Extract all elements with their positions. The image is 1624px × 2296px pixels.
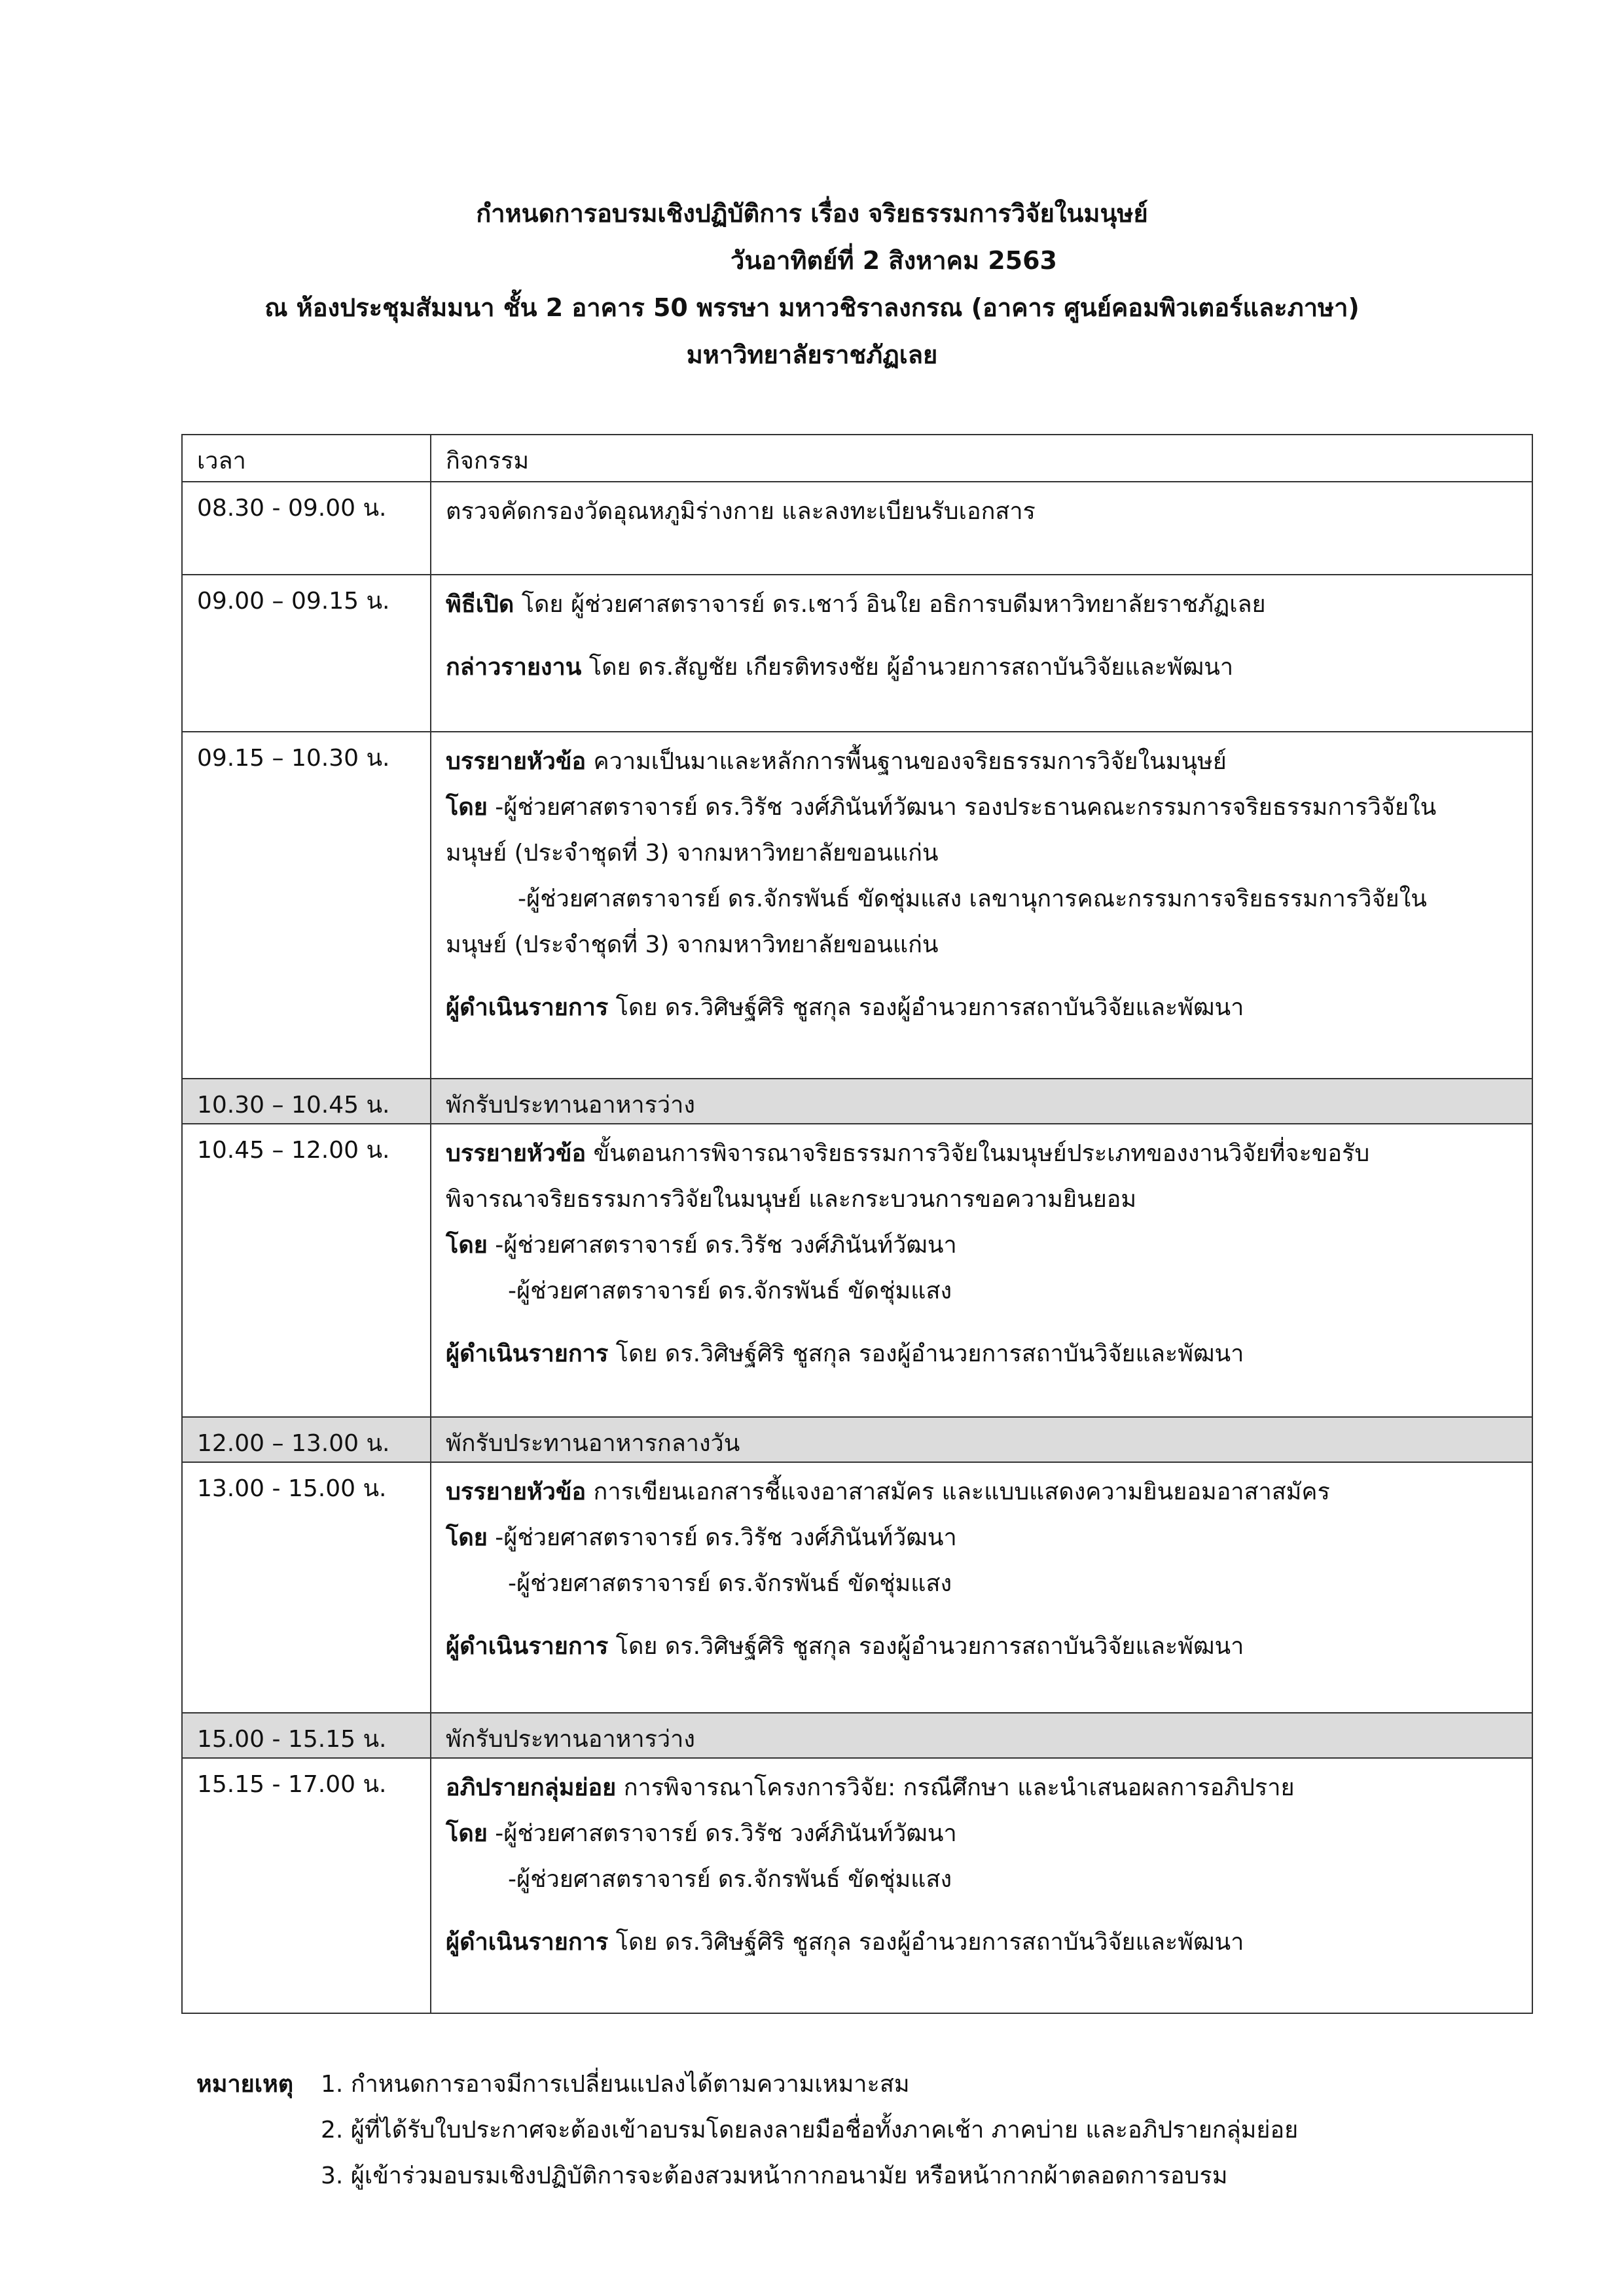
row-time: 10.45 – 12.00 น.: [182, 1124, 431, 1417]
note-item: 2. ผู้ที่ได้รับใบประกาศจะต้องเข้าอบรมโดยลงลายมือชื่อทั้งภาคเช้า ภาคบ่าย และอภิปรายกลุ่มย่อย: [321, 2117, 1299, 2144]
by-label: โดย: [446, 1820, 488, 1847]
moderator-label: ผู้ดำเนินรายการ: [446, 994, 609, 1021]
row-activity: พักรับประทานอาหารกลางวัน: [431, 1417, 1532, 1462]
by-label: โดย: [446, 794, 488, 821]
row-time: 09.15 – 10.30 น.: [182, 732, 431, 1079]
activity-label: กล่าวรายงาน: [446, 654, 582, 681]
table-header-row: [182, 435, 1532, 482]
row-time: 15.15 - 17.00 น.: [182, 1758, 431, 2013]
activity-label: พิธีเปิด: [446, 591, 514, 618]
row-time: 15.00 - 15.15 น.: [182, 1713, 431, 1758]
header-title: กำหนดการอบรมเชิงปฏิบัติการ เรื่อง จริยธรรมการวิจัยในมนุษย์: [476, 199, 1148, 228]
row-activity: พักรับประทานอาหารว่าง: [431, 1713, 1532, 1758]
notes-section: [196, 2062, 1298, 2199]
row-activity: พักรับประทานอาหารว่าง: [431, 1079, 1532, 1124]
table-row-break: [182, 1713, 1532, 1758]
header-venue: ณ ห้องประชุมสัมมนา ชั้น 2 อาคาร 50 พรรษา มหาวชิราลงกรณ (อาคาร ศูนย์คอมพิวเตอร์และภาษา): [264, 293, 1360, 322]
column-header-time: เวลา: [182, 435, 431, 482]
row-time: 12.00 – 13.00 น.: [182, 1417, 431, 1462]
header-date: วันอาทิตย์ที่ 2 สิงหาคม 2563: [730, 246, 1057, 275]
row-activity: ตรวจคัดกรองวัดอุณหภูมิร่างกาย และลงทะเบียนรับเอกสาร: [431, 482, 1532, 575]
activity-label: บรรยายหัวข้อ: [446, 1140, 586, 1167]
row-time: 08.30 - 09.00 น.: [182, 482, 431, 575]
row-activity: บรรยายหัวข้อ ขั้นตอนการพิจารณาจริยธรรมการวิจัยในมนุษย์ประเภทของงานวิจัยที่จะขอรับ พิจารณาจริยธรรมการวิจัยในมนุษย์ และกระบวนการขอความยินยอม โดย -ผู้ช่วยศาสตราจารย์ ดร.วิรัช วงศ์ภินันท์วัฒนา -ผู้ช่วยศาสตราจารย์ ดร.จักรพันธ์ ขัดชุ่มแสง ผู้ดำเนินรายการ โดย ดร.วิศิษฐ์ศิริ ชูสกุล รองผู้อำนวยการสถาบันวิจัยและพัฒนา: [431, 1124, 1532, 1417]
document-header: [0, 190, 1624, 378]
table-row: [182, 1124, 1532, 1417]
column-header-activity: กิจกรรม: [431, 435, 1532, 482]
table-row: [182, 1758, 1532, 2013]
note-item: 3. ผู้เข้าร่วมอบรมเชิงปฏิบัติการจะต้องสวมหน้ากากอนามัย หรือหน้ากากผ้าตลอดการอบรม: [321, 2162, 1228, 2189]
row-time: 10.30 – 10.45 น.: [182, 1079, 431, 1124]
by-label: โดย: [446, 1524, 488, 1551]
moderator-label: ผู้ดำเนินรายการ: [446, 1633, 609, 1660]
table-row-break: [182, 1079, 1532, 1124]
row-time: 09.00 – 09.15 น.: [182, 575, 431, 732]
moderator-label: ผู้ดำเนินรายการ: [446, 1340, 609, 1367]
activity-label: อภิปรายกลุ่มย่อย: [446, 1774, 617, 1801]
table-row-break: [182, 1417, 1532, 1462]
row-activity: บรรยายหัวข้อ ความเป็นมาและหลักการพื้นฐานของจริยธรรมการวิจัยในมนุษย์ โดย -ผู้ช่วยศาสตราจารย์ ดร.วิรัช วงศ์ภินันท์วัฒนา รองประธานคณะกรรมการจริยธรรมการวิจัยใน มนุษย์ (ประจำชุดที่ 3) จากมหาวิทยาลัยขอนแก่น -ผู้ช่วยศาสตราจารย์ ดร.จักรพันธ์ ขัดชุ่มแสง เลขานุการคณะกรรมการจริยธรรมการวิจัยใน มนุษย์ (ประจำชุดที่ 3) จากมหาวิทยาลัยขอนแก่น ผู้ดำเนินรายการ โดย ดร.วิศิษฐ์ศิริ ชูสกุล รองผู้อำนวยการสถาบันวิจัยและพัฒนา: [431, 732, 1532, 1079]
activity-label: บรรยายหัวข้อ: [446, 1479, 586, 1505]
table-row: [182, 732, 1532, 1079]
table-row: [182, 482, 1532, 575]
schedule-table: [181, 434, 1533, 2014]
row-activity: อภิปรายกลุ่มย่อย การพิจารณาโครงการวิจัย: กรณีศึกษา และนำเสนอผลการอภิปราย โดย -ผู้ช่วยศาสตราจารย์ ดร.วิรัช วงศ์ภินันท์วัฒนา -ผู้ช่วยศาสตราจารย์ ดร.จักรพันธ์ ขัดชุ่มแสง ผู้ดำเนินรายการ โดย ดร.วิศิษฐ์ศิริ ชูสกุล รองผู้อำนวยการสถาบันวิจัยและพัฒนา: [431, 1758, 1532, 2013]
activity-label: บรรยายหัวข้อ: [446, 748, 586, 775]
row-activity: บรรยายหัวข้อ การเขียนเอกสารชี้แจงอาสาสมัคร และแบบแสดงความยินยอมอาสาสมัคร โดย -ผู้ช่วยศาสตราจารย์ ดร.วิรัช วงศ์ภินันท์วัฒนา -ผู้ช่วยศาสตราจารย์ ดร.จักรพันธ์ ขัดชุ่มแสง ผู้ดำเนินรายการ โดย ดร.วิศิษฐ์ศิริ ชูสกุล รองผู้อำนวยการสถาบันวิจัยและพัฒนา: [431, 1462, 1532, 1713]
header-university: มหาวิทยาลัยราชภัฏเลย: [686, 340, 938, 369]
row-activity: พิธีเปิด โดย ผู้ช่วยศาสตราจารย์ ดร.เชาว์ อินใย อธิการบดีมหาวิทยาลัยราชภัฏเลย กล่าวรายงาน โดย ดร.สัญชัย เกียรติทรงชัย ผู้อำนวยการสถาบันวิจัยและพัฒนา: [431, 575, 1532, 732]
table-row: [182, 575, 1532, 732]
moderator-label: ผู้ดำเนินรายการ: [446, 1929, 609, 1956]
by-label: โดย: [446, 1232, 488, 1259]
row-time: 13.00 - 15.00 น.: [182, 1462, 431, 1713]
table-row: [182, 1462, 1532, 1713]
note-item: 1. กำหนดการอาจมีการเปลี่ยนแปลงได้ตามความเหมาะสม: [321, 2071, 910, 2098]
notes-label: หมายเหตุ: [196, 2071, 294, 2098]
